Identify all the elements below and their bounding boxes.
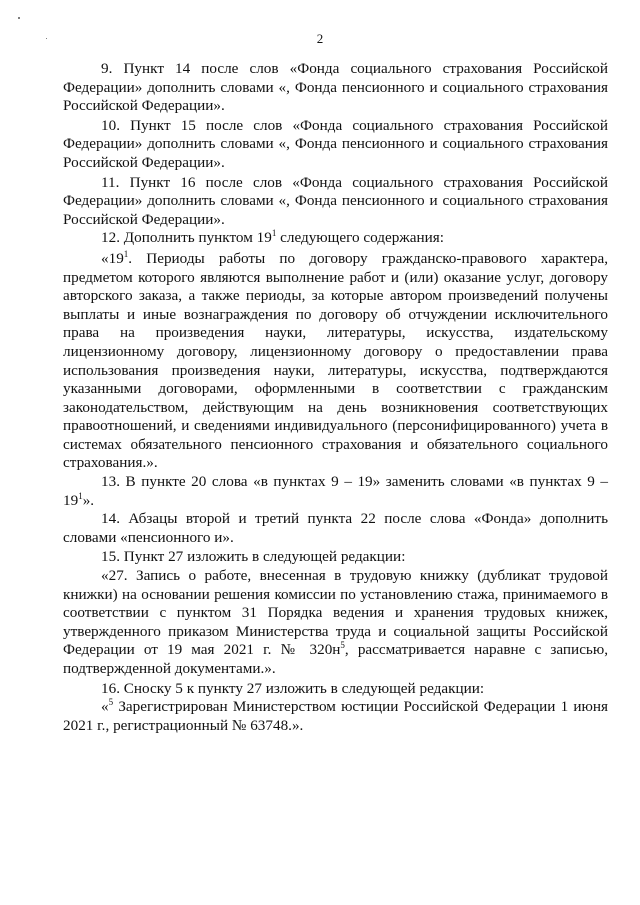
item-11: 11. Пункт 16 после слов «Фонда социального страхования Российской Федерации» дополнить словами «, Фонда пенсионного и социального страхования Российской Федерации». xyxy=(63,173,608,228)
page-number: 2 xyxy=(316,31,324,46)
quote-19-1 xyxy=(63,250,608,473)
scan-speck xyxy=(46,38,47,39)
document-body xyxy=(63,60,608,735)
item-12 xyxy=(63,229,608,248)
quote-27-post: , рассматривается наравне с записью, подтвержденной документами.». xyxy=(63,641,608,677)
item-14: 14. Абзацы второй и третий пункта 22 после слова «Фонда» дополнить словами «пенсионного и». xyxy=(63,510,608,546)
item-12-pre: 12. Дополнить пунктом 19 xyxy=(101,229,272,247)
item-9: 9. Пункт 14 после слов «Фонда социального страхования Российской Федерации» дополнить словами «, Фонда пенсионного и социального страхования Российской Федерации». xyxy=(63,60,608,115)
quote-27-pre: «27. Запись о работе, внесенная в трудовую книжку (дубликат трудовой книжки) на основании решения комиссии по установлению стажа, принимаемого в соответствии с пунктом 31 Порядка ведения и хранения трудовых книжек, утвержденного приказом Министерства труда и социальной защиты Российской Федерации от 19 мая 2021 г. № 320н xyxy=(63,567,608,659)
item-10: 10. Пункт 15 после слов «Фонда социального страхования Российской Федерации» дополнить словами «, Фонда пенсионного и социального страхования Российской Федерации». xyxy=(63,116,608,171)
quote-19-1-pre: «19 xyxy=(101,249,124,267)
item-15: 15. Пункт 27 изложить в следующей редакции: xyxy=(101,548,406,566)
quote-27 xyxy=(63,567,608,679)
item-12-post: следующего содержания: xyxy=(276,229,444,247)
item-13-sup: 1 xyxy=(78,490,83,501)
footnote-5-post: Зарегистрирован Министерством юстиции Российской Федерации 1 июня 2021 г., регистрационный № 63748.». xyxy=(63,698,608,734)
item-12-sup: 1 xyxy=(271,228,277,239)
item-13-pre: 13. В пункте 20 слова «в пунктах 9 – 19» заменить словами «в пунктах 9 – 19 xyxy=(63,473,608,509)
item-16: 16. Сноску 5 к пункту 27 изложить в следующей редакции: xyxy=(101,679,485,697)
item-13-post: ». xyxy=(82,491,95,509)
quote-19-1-post: . Периоды работы по договору гражданско-правового характера, предметом которого являются выполнение работ и (или) оказание услуг, договору авторского заказа, а также периоды, за которые автором произведений получены выплаты и иные вознаграждения по договору об отчуждении исключительного права на произведения науки, литературы, искусства, издательскому лицензионному договору, лицензионному договору о предоставлении права использования произведения науки, литературы, искусства, подтверждаются указанными договорами, оформленными в соответствии с гражданским законодательством, действующим на день возникновения соответствующих правоотношений, и сведениями индивидуального (персонифицированного) учета в системах обязательного пенсионного страхования и обязательного социального страхования.». xyxy=(63,249,608,472)
footnote-5-sup: 5 xyxy=(108,697,114,708)
quote-27-sup: 5 xyxy=(340,640,345,651)
item-13 xyxy=(63,473,608,510)
footnote-5 xyxy=(63,698,608,735)
footnote-5-pre: « xyxy=(101,698,109,716)
scan-speck xyxy=(18,17,20,19)
quote-19-1-sup: 1 xyxy=(123,248,129,259)
